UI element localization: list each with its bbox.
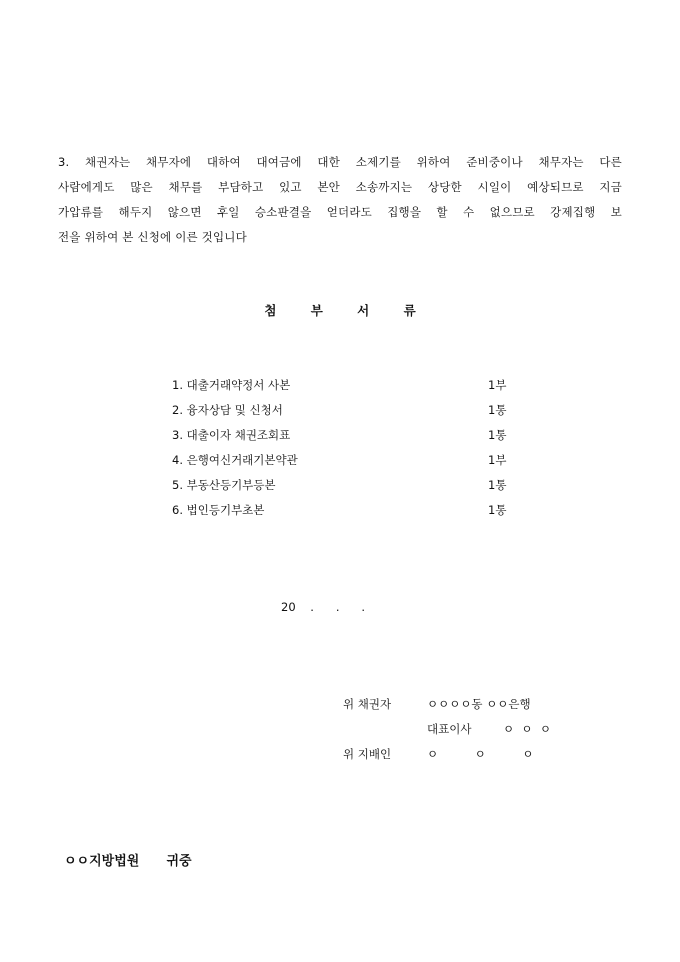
attachment-label: 3. 대출이자 채권조회표	[172, 428, 291, 442]
attachment-label: 4. 은행여신거래기본약관	[172, 453, 298, 467]
date-line: 20 . . .	[281, 600, 366, 614]
attachment-label: 1. 대출거래약정서 사본	[172, 378, 291, 392]
paragraph-line-1: 3. 채권자는 채무자에 대하여 대여금에 대한 소제기를 위하여 준비중이나 채무자는 다른	[58, 155, 622, 169]
manager-label: 위 지배인	[343, 747, 392, 761]
attachment-qty: 1부	[488, 378, 507, 392]
representative-value: ㅇ ㅇ ㅇ	[503, 722, 551, 736]
attachment-label: 2. 융자상담 및 신청서	[172, 403, 283, 417]
paragraph-line-3: 가압류를 해두지 않으면 후일 승소판결을 얻더라도 집행을 할 수 없으므로 강제집행 보	[58, 205, 622, 219]
paragraph-line-2: 사람에게도 많은 채무를 부담하고 있고 본안 소송까지는 상당한 시일이 예상되므로 지금	[58, 180, 622, 194]
representative-label: 대표이사	[427, 722, 472, 736]
attachment-qty: 1통	[488, 503, 507, 517]
attachment-qty: 1통	[488, 403, 507, 417]
court-addressee: ㅇㅇ지방법원 귀중	[64, 854, 192, 869]
manager-value: ㅇ ㅇ ㅇ	[427, 747, 534, 761]
attachment-label: 5. 부동산등기부등본	[172, 478, 276, 492]
attachment-qty: 1통	[488, 478, 507, 492]
attachment-label: 6. 법인등기부초본	[172, 503, 265, 517]
paragraph-line-4: 전을 위하여 본 신청에 이른 것입니다	[58, 230, 247, 244]
attachment-qty: 1부	[488, 453, 507, 467]
attachment-qty: 1통	[488, 428, 507, 442]
attachments-heading: 첨 부 서 류	[264, 303, 416, 318]
creditor-label: 위 채권자	[343, 697, 392, 711]
creditor-value: ㅇㅇㅇㅇ동 ㅇㅇ은행	[427, 697, 531, 711]
